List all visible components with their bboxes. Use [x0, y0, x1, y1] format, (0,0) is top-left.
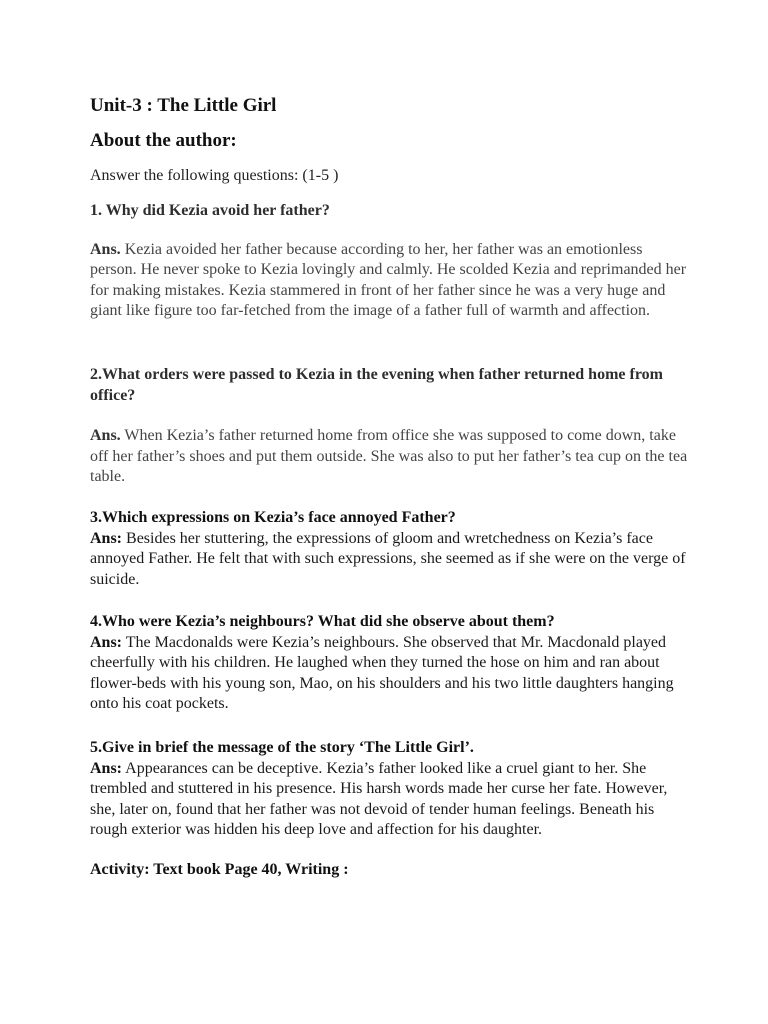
answer-text: Besides her stuttering, the expressions of gloom and wretchedness on Kezia’s face annoyed Father. He felt that with such expressions, she seemed as if she were on the verge of suicide. — [90, 529, 686, 588]
qa-block-4 — [90, 612, 690, 715]
answer-text: Kezia avoided her father because according to her, her father was an emotionless person. He never spoke to Kezia lovingly and calmly. He scolded Kezia and reprimanded her for making mistakes. Kezia stammered in front of her father since he was a very huge and giant like figure too far-fetched from the image of a father full of warmth and affection. — [90, 240, 687, 319]
answer-label: Ans: — [90, 759, 123, 777]
question-5: 5.Give in brief the message of the story ‘The Little Girl’. — [90, 739, 474, 756]
question-4: 4.Who were Kezia’s neighbours? What did she observe about them? — [90, 613, 555, 630]
answer-text: When Kezia’s father returned home from office she was supposed to come down, take off her father’s shoes and put them outside. She was also to put her father’s tea cup on the tea table. — [90, 427, 688, 485]
answer-label: Ans: — [90, 633, 123, 651]
question-3: 3.Which expressions on Kezia’s face annoyed Father? — [90, 509, 456, 526]
answer-4 — [90, 633, 690, 715]
qa-block-3 — [90, 508, 690, 590]
question-2: 2.What orders were passed to Kezia in the evening when father returned home from office? — [90, 366, 663, 404]
answer-label: Ans. — [90, 240, 121, 258]
answer-5 — [90, 759, 690, 841]
qa-block-1 — [90, 201, 690, 322]
qa-block-5 — [90, 738, 690, 841]
answer-text: The Macdonalds were Kezia’s neighbours. She observed that Mr. Macdonald played cheerfully with his children. He laughed when they turned the hose on him and ran about flower-beds with his young son, Mao, on his shoulders and his two little daughters hanging onto his coat pockets. — [90, 633, 674, 712]
about-author-heading: About the author: — [90, 130, 237, 151]
answer-2 — [90, 426, 690, 488]
activity-line: Activity: Text book Page 40, Writing : — [90, 861, 349, 878]
answer-3 — [90, 529, 690, 591]
question-1: 1. Why did Kezia avoid her father? — [90, 202, 330, 219]
answer-label: Ans. — [90, 427, 121, 444]
instructions-text: Answer the following questions: (1-5 ) — [90, 167, 339, 184]
answer-1 — [90, 240, 690, 322]
answer-label: Ans: — [90, 529, 123, 547]
unit-title: Unit-3 : The Little Girl — [90, 95, 277, 116]
answer-text: Appearances can be deceptive. Kezia’s father looked like a cruel giant to her. She trembled and stuttered in his presence. His harsh words made her curse her fate. However, she, later on, found that her father was not devoid of tender human feelings. Beneath his rough exterior was hidden his deep love and affection for his daughter. — [90, 759, 668, 838]
qa-block-2 — [90, 365, 690, 488]
